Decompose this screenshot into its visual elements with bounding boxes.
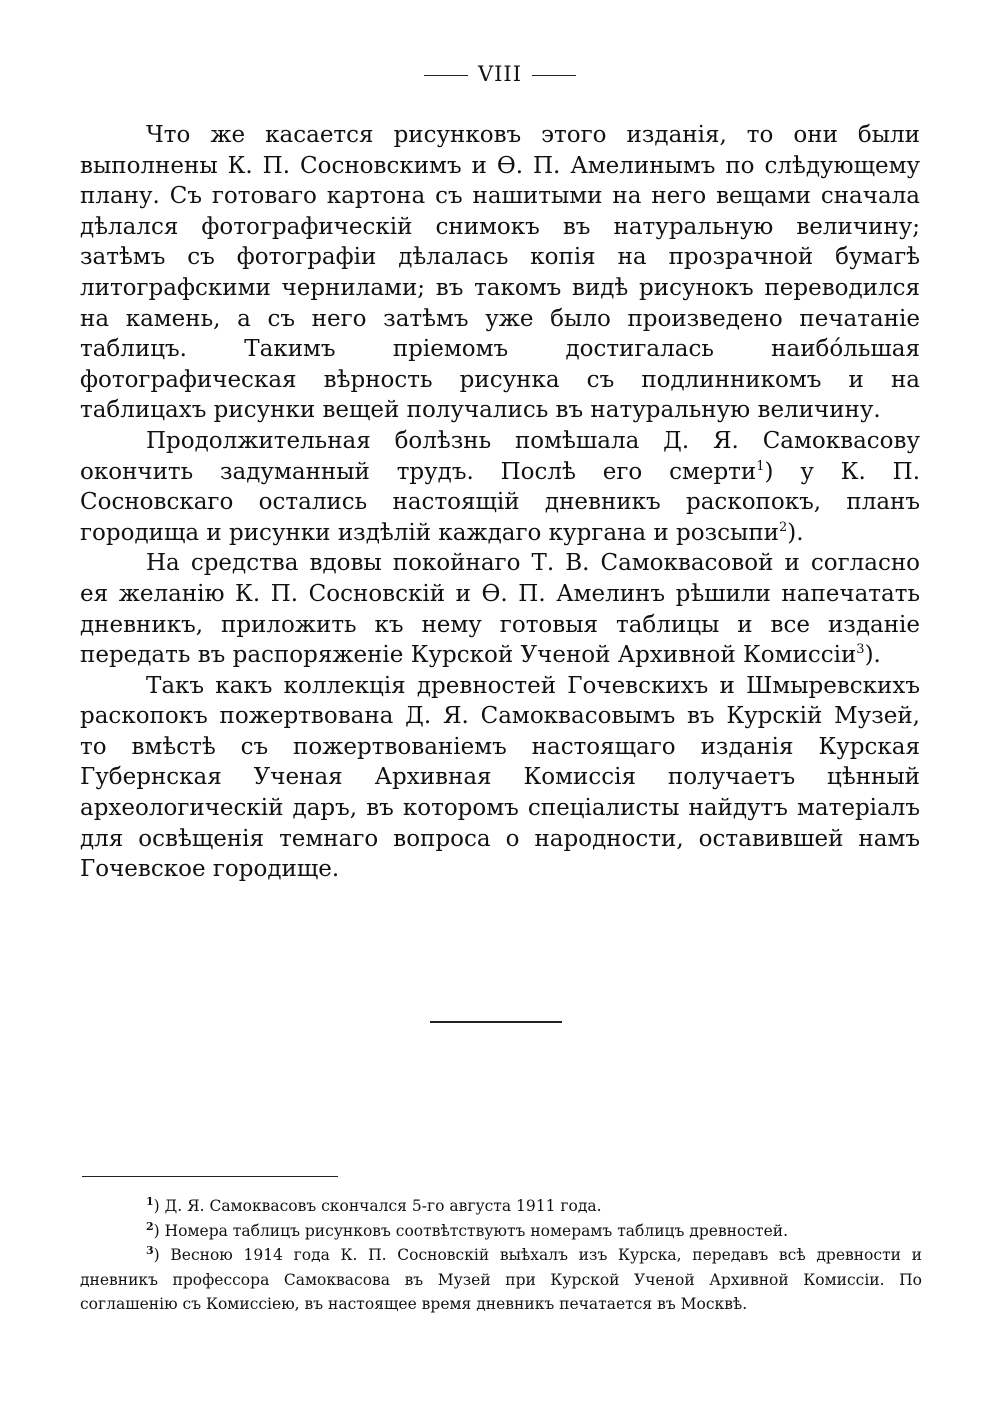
paragraph-3-part-1: На средства вдовы покойнаго Т. В. Самоквасовой и согласно ея желанію К. П. Сосновскій и Ѳ. П. Амелинъ рѣшили напечатать дневникъ, приложить къ нему готовыя таблицы и все изданіе передать въ распоряженіе Курской Ученой Архивной Комиссіи bbox=[80, 550, 920, 669]
footnote-mark-2: 2 bbox=[146, 1219, 154, 1233]
header-dash-left bbox=[424, 75, 468, 76]
footnote-rule bbox=[82, 1176, 338, 1177]
footnote-3 bbox=[80, 1243, 922, 1317]
paragraph-2-part-1: Продолжительная болѣзнь помѣшала Д. Я. Самоквасову окончить задуманный трудъ. Послѣ его смерти bbox=[80, 427, 920, 485]
paragraph-2-part-3: ). bbox=[787, 519, 804, 546]
paragraph-3 bbox=[80, 548, 920, 670]
section-separator bbox=[430, 1021, 562, 1023]
paragraph-1: Что же касается рисунковъ этого изданія, то они были выполнены К. П. Сосновскимъ и Ѳ. П. Амелинымъ по слѣдующему плану. Съ готоваго картона съ нашитыми на него вещами сначала дѣлался фотографическій снимокъ въ натуральную величину; затѣмъ съ фотографіи дѣлалась копія на прозрачной бумагѣ литографскими чернилами; въ такомъ видѣ рисунокъ переводился на камень, а съ него затѣмъ уже было произведено печатаніе таблицъ. Такимъ пріемомъ достигалась наибо́льшая фотографическая вѣрность рисунка съ подлинникомъ и на таблицахъ рисунки вещей получались въ натуральную величину. bbox=[80, 122, 920, 424]
footnotes bbox=[80, 1194, 922, 1317]
page-number: VIII bbox=[477, 62, 523, 86]
header-dash-right bbox=[532, 75, 576, 76]
paragraph-2-part-2: ) у К. П. Сосновскаго остались настоящій дневникъ раскопокъ, планъ городища и рисунки издѣлій каждаго кургана и розсыпи bbox=[80, 458, 921, 546]
paragraph-4: Такъ какъ коллекція древностей Гочевскихъ и Шмыревскихъ раскопокъ пожертвована Д. Я. Самоквасовымъ въ Курскій Музей, то вмѣстѣ съ пожертвованіемъ настоящаго изданія Курская Губернская Ученая Архивная Комиссія получаетъ цѣнный археологическій даръ, въ которомъ спеціалисты найдутъ матеріалъ для освѣщенія темнаго вопроса о народности, оставившей намъ Гочевское городище. bbox=[80, 672, 920, 883]
footnote-mark-3: 3 bbox=[146, 1244, 154, 1257]
footnote-mark-1: 1 bbox=[146, 1195, 154, 1208]
paragraph-2 bbox=[80, 426, 920, 548]
footnote-ref-2: 2 bbox=[779, 519, 788, 535]
footnote-2 bbox=[80, 1219, 922, 1244]
footnote-ref-1: 1 bbox=[756, 458, 765, 474]
main-text bbox=[80, 120, 920, 885]
footnote-ref-3: 3 bbox=[856, 642, 865, 658]
footnote-text-1: ) Д. Я. Самоквасовъ скончался 5-го августа 1911 года. bbox=[153, 1197, 602, 1215]
page-header bbox=[0, 62, 1000, 86]
footnote-text-2: ) Номера таблицъ рисунковъ соотвѣтствуютъ номерамъ таблицъ древностей. bbox=[153, 1221, 789, 1240]
paragraph-3-part-2: ). bbox=[864, 642, 881, 669]
footnote-1 bbox=[80, 1194, 922, 1219]
footnote-text-3: ) Весною 1914 года К. П. Сосновскій выѣхалъ изъ Курска, передавъ всѣ древности и дневникъ профессора Самоквасова въ Музей при Курской Ученой Архивной Комиссіи. По соглашенію съ Комиссіею, въ настоящее время дневникъ печатается въ Москвѣ. bbox=[80, 1246, 922, 1313]
